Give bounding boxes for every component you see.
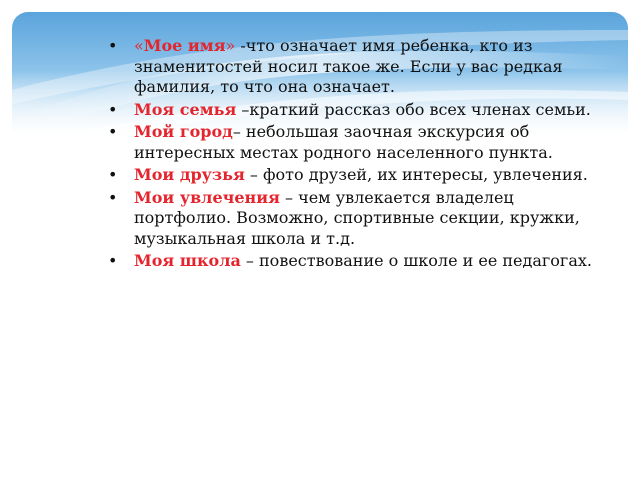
- bullet-dot-icon: •: [108, 165, 118, 184]
- open-quote: «: [134, 36, 144, 55]
- list-item-my-friends: [108, 165, 608, 186]
- description-my-friends: – фото друзей, их интересы, увлечения.: [244, 165, 588, 184]
- bullet-dot-icon: •: [108, 36, 118, 55]
- close-quote: »: [225, 36, 236, 55]
- list-item-my-city: [108, 122, 608, 163]
- term-my-family: Моя семья: [134, 99, 237, 119]
- bullet-dot-icon: •: [108, 99, 118, 119]
- list-item-my-name: [108, 36, 608, 98]
- bullet-dot-icon: •: [108, 122, 118, 141]
- bullet-dot-icon: •: [108, 251, 118, 270]
- description-my-name: -что означает имя ребенка, кто из знаменитостей носил такое же. Если у вас редкая фамилия, то что она означает.: [134, 36, 563, 96]
- bullet-list: [108, 36, 608, 274]
- term-my-school: Моя школа: [134, 251, 241, 270]
- description-my-school: – повествование о школе и ее педагогах.: [240, 251, 592, 270]
- list-item-my-school: [108, 251, 608, 272]
- term-my-city: Мой город: [134, 122, 233, 141]
- bullet-dot-icon: •: [108, 187, 118, 207]
- description-my-city: – небольшая заочная экскурсия об интересных местах родного населенного пункта.: [134, 122, 553, 162]
- description-my-family: –краткий рассказ обо всех членах семьи.: [236, 99, 591, 119]
- list-item-my-hobbies: [108, 188, 608, 250]
- description-my-hobbies: – чем увлекается владелец портфолио. Возможно, спортивные секции, кружки, музыкальная школа и т.д.: [134, 187, 580, 248]
- list-item-my-family: [108, 100, 608, 121]
- term-my-hobbies: Мои увлечения: [134, 187, 280, 207]
- term-my-name: Мое имя: [143, 36, 226, 55]
- term-my-friends: Мои друзья: [134, 165, 245, 184]
